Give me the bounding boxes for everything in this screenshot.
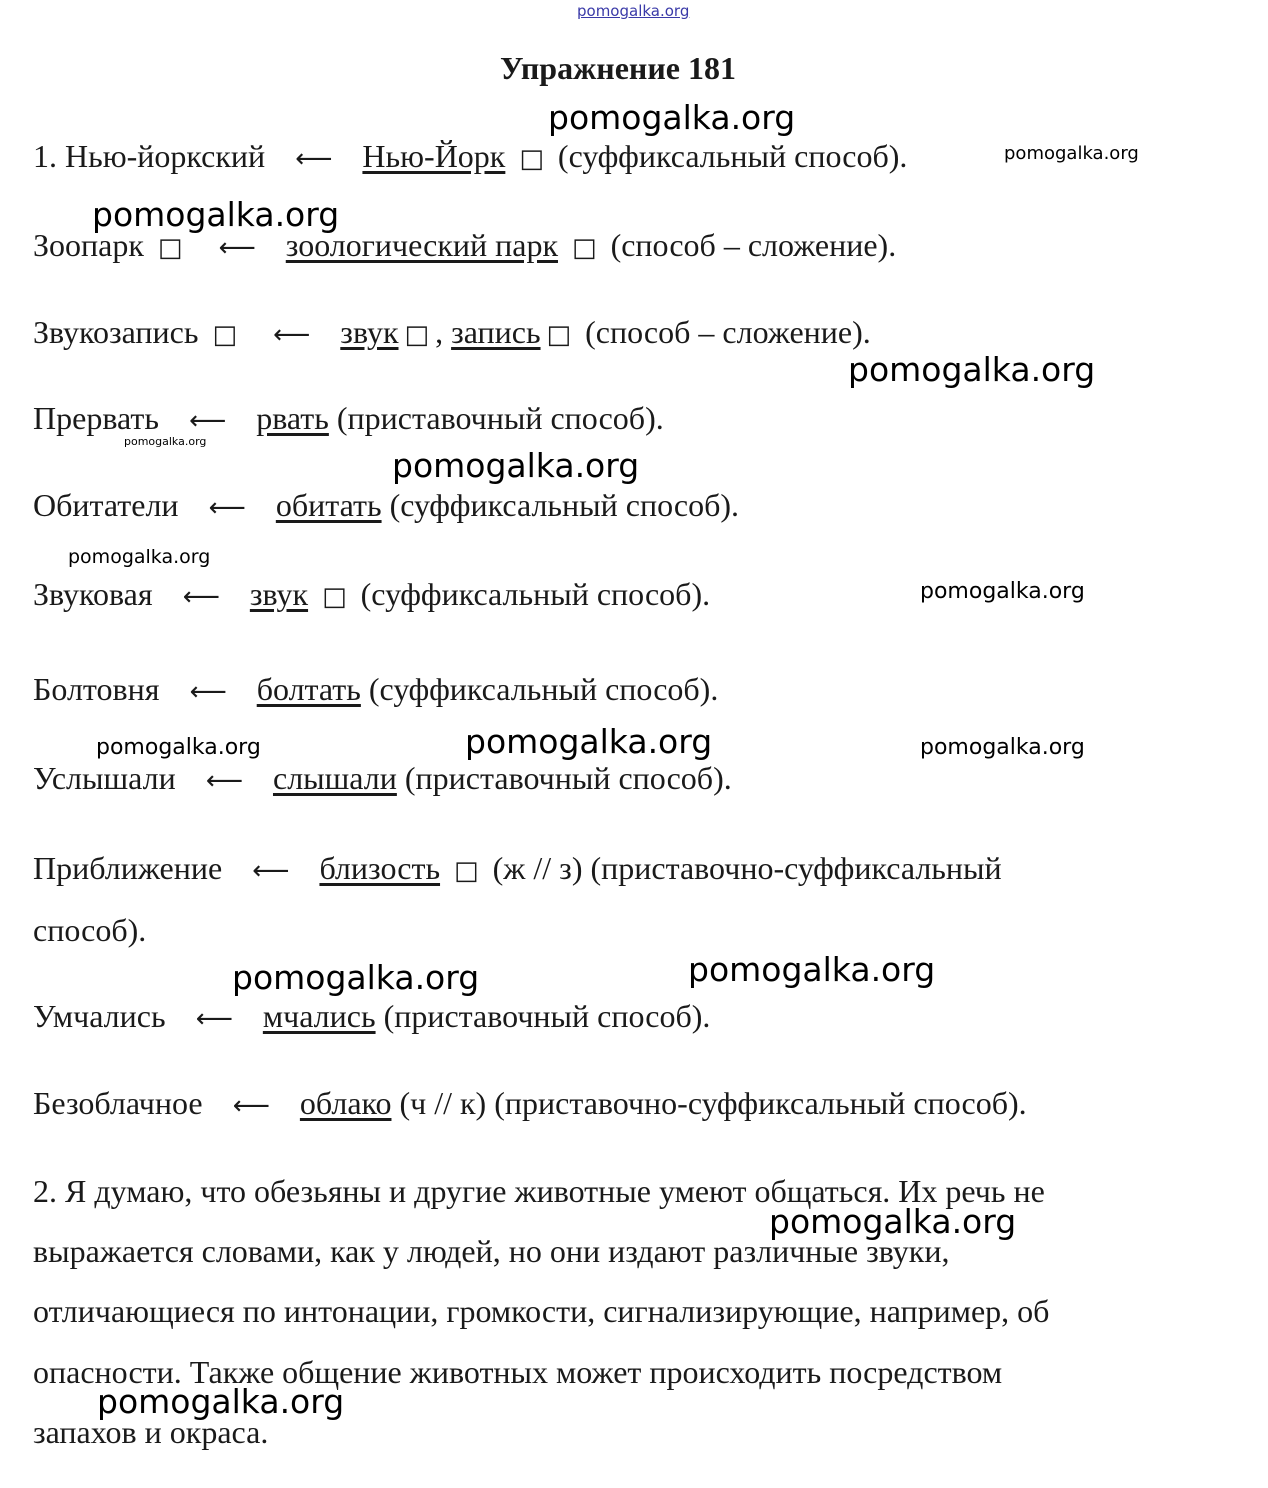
- row-9: [33, 848, 1002, 891]
- method-text: (ж // з) (приставочно-суффиксальный: [492, 850, 1002, 886]
- arrow-left-icon: ⟵: [189, 677, 227, 707]
- zero-ending-square-icon: □: [571, 233, 597, 263]
- arrow-left-icon: ⟵: [208, 493, 246, 523]
- source-word: рвать: [256, 400, 329, 436]
- watermark: pomogalka.org: [92, 195, 340, 234]
- zero-ending-square-icon: □: [212, 320, 238, 350]
- row-5: [33, 485, 739, 528]
- watermark: pomogalka.org: [548, 98, 796, 137]
- watermark: pomogalka.org: [848, 350, 1096, 389]
- derived-word: Умчались: [33, 998, 166, 1034]
- watermark: pomogalka.org: [1004, 143, 1139, 164]
- watermark: pomogalka.org: [465, 722, 713, 761]
- arrow-left-icon: ⟵: [218, 233, 256, 263]
- method-text: (способ – сложение).: [610, 227, 897, 263]
- derived-word: Болтовня: [33, 671, 160, 707]
- watermark: pomogalka.org: [96, 735, 261, 760]
- arrow-left-icon: ⟵: [195, 1004, 233, 1034]
- watermark: pomogalka.org: [124, 435, 207, 448]
- method-text: (ч // к) (приставочно-суффиксальный способ).: [399, 1085, 1027, 1121]
- derived-word: Нью-йоркский: [65, 138, 266, 174]
- zero-ending-square-icon: □: [404, 320, 430, 350]
- method-text: (суффиксальный способ).: [368, 671, 719, 707]
- arrow-left-icon: ⟵: [205, 766, 243, 796]
- source-word: близость: [319, 850, 441, 886]
- arrow-left-icon: ⟵: [273, 320, 311, 350]
- derived-word: Зоопарк: [33, 227, 144, 263]
- derived-word: Услышали: [33, 760, 176, 796]
- arrow-left-icon: ⟵: [252, 856, 290, 886]
- zero-ending-square-icon: □: [454, 856, 479, 886]
- row-1: [33, 136, 907, 179]
- row-7: [33, 669, 718, 712]
- method-text: (суффиксальный способ).: [360, 576, 711, 612]
- watermark: pomogalka.org: [392, 446, 640, 485]
- source-word: звук: [340, 314, 399, 350]
- zero-ending-square-icon: □: [546, 320, 572, 350]
- source-word: болтать: [256, 671, 361, 707]
- paragraph-line: отличающиеся по интонации, громкости, сигнализирующие, например, об: [33, 1293, 1050, 1329]
- derived-word: Обитатели: [33, 487, 179, 523]
- derived-word: Прервать: [33, 400, 159, 436]
- list-number: 1.: [33, 138, 57, 174]
- watermark: pomogalka.org: [97, 1382, 345, 1421]
- method-text: (способ – сложение).: [585, 314, 871, 350]
- method-text-continued: способ).: [33, 912, 147, 948]
- source-word: облако: [299, 1085, 392, 1121]
- paragraph-line: выражается словами, как у людей, но они издают различные звуки,: [33, 1233, 950, 1269]
- arrow-left-icon: ⟵: [182, 582, 220, 612]
- paragraph-line: опасности. Также общение животных может происходить посредством: [33, 1354, 1003, 1390]
- watermark: pomogalka.org: [920, 579, 1085, 604]
- source-word-2: запись: [451, 314, 541, 350]
- paragraph-line: 2. Я думаю, что обезьяны и другие животные умеют общаться. Их речь не: [33, 1173, 1045, 1209]
- method-text: (суффиксальный способ).: [389, 487, 740, 523]
- watermark: pomogalka.org: [769, 1202, 1017, 1241]
- zero-ending-square-icon: □: [157, 233, 183, 263]
- zero-ending-square-icon: □: [519, 144, 544, 174]
- derived-word: Звуковая: [33, 576, 153, 612]
- zero-ending-square-icon: □: [322, 582, 347, 612]
- paragraph-line: запахов и окраса.: [33, 1414, 269, 1450]
- row-10: [33, 996, 710, 1039]
- source-word: обитать: [275, 487, 382, 523]
- method-text: (приставочный способ).: [336, 400, 664, 436]
- watermark: pomogalka.org: [232, 958, 480, 997]
- derived-word: Безоблачное: [33, 1085, 203, 1121]
- arrow-left-icon: ⟵: [295, 144, 333, 174]
- derived-word: Приближение: [33, 850, 223, 886]
- source-word: звук: [249, 576, 309, 612]
- derived-word: Звукозапись: [33, 314, 199, 350]
- watermark: pomogalka.org: [920, 735, 1085, 760]
- row-6: [33, 574, 710, 617]
- source-word: Нью-Йорк: [362, 138, 506, 174]
- watermark: pomogalka.org: [68, 546, 211, 568]
- row-9-continuation: [33, 910, 146, 950]
- arrow-left-icon: ⟵: [188, 406, 227, 436]
- page-title: Упражнение 181: [499, 50, 736, 86]
- method-text: (суффиксальный способ).: [557, 138, 908, 174]
- row-11: [33, 1083, 1027, 1126]
- source-word: зоологический парк: [285, 227, 558, 263]
- method-text: (приставочный способ).: [383, 998, 711, 1034]
- source-word: мчались: [262, 998, 376, 1034]
- source-word: слышали: [272, 760, 397, 796]
- arrow-left-icon: ⟵: [232, 1091, 270, 1121]
- row-8: [33, 758, 732, 801]
- method-text: (приставочный способ).: [404, 760, 732, 796]
- watermark: pomogalka.org: [688, 950, 936, 989]
- row-3: Звукозапись □ ⟵ звук □ , запись □ (способ – сложение).: [33, 312, 871, 355]
- watermark-top[interactable]: pomogalka.org: [577, 2, 690, 20]
